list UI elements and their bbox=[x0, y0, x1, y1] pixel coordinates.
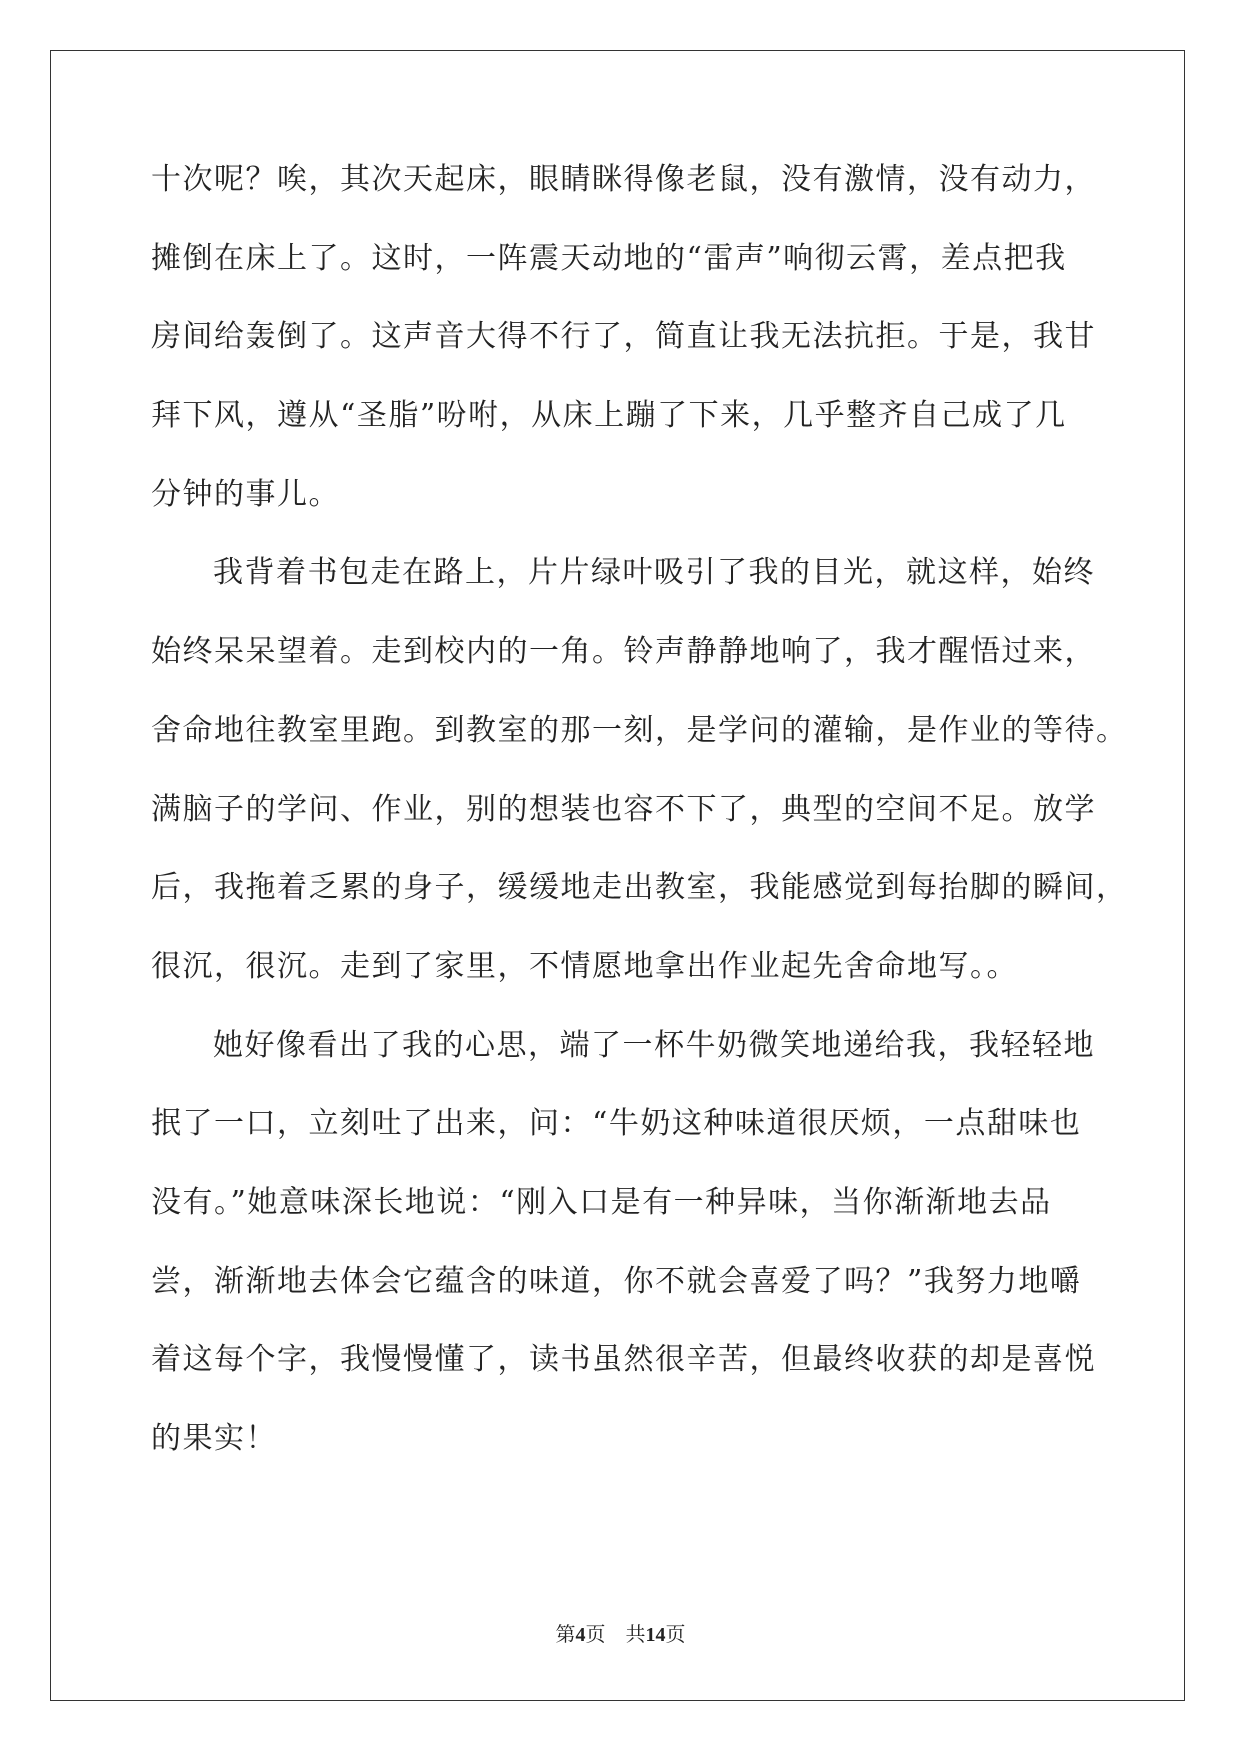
page-number-suffix: 页 bbox=[585, 1624, 606, 1646]
text-line: 没有。”她意味深长地说：“刚入口是有一种异味，当你渐渐地去品 bbox=[151, 1184, 1052, 1220]
text-line: 分钟的事儿。 bbox=[151, 476, 340, 512]
text-line: 的果实！ bbox=[151, 1421, 277, 1456]
text-line: 房间给轰倒了。这声音大得不行了，简直让我无法抗拒。于是，我甘 bbox=[151, 319, 1096, 355]
text-line: 着这每个字，我慢慢懂了，读书虽然很辛苦，但最终收获的却是喜悦 bbox=[151, 1342, 1096, 1378]
page-number: 4 bbox=[575, 1624, 586, 1646]
text-line: 尝，渐渐地去体会它蕴含的味道，你不就会喜爱了吗？”我努力地嚼 bbox=[151, 1263, 1082, 1299]
text-line: 摊倒在床上了。这时，一阵震天动地的“雷声”响彻云霄，差点把我 bbox=[151, 240, 1067, 276]
total-pages-prefix: 共 bbox=[625, 1624, 646, 1646]
paragraph-first-line: 我背着书包走在路上，片片绿叶吸引了我的目光，就这样，始终 bbox=[213, 555, 1095, 591]
document-body bbox=[151, 160, 1128, 1498]
text-line: 抿了一口，立刻吐了出来，问：“牛奶这种味道很厌烦，一点甜味也 bbox=[151, 1106, 1082, 1142]
text-line: 舍命地往教室里跑。到教室的那一刻，是学问的灌输，是作业的等待。 bbox=[151, 712, 1128, 748]
text-line: 满脑子的学问、作业，别的想装也容不下了，典型的空间不足。放学 bbox=[151, 791, 1096, 827]
total-pages: 14 bbox=[645, 1624, 666, 1646]
paragraph-first-line: 她好像看出了我的心思，端了一杯牛奶微笑地递给我，我轻轻地 bbox=[213, 1027, 1095, 1063]
text-line: 拜下风，遵从“圣脂”吩咐，从床上蹦了下来，几乎整齐自己成了几 bbox=[151, 398, 1067, 434]
total-pages-suffix: 页 bbox=[665, 1624, 686, 1646]
page-number-prefix: 第 bbox=[555, 1624, 576, 1646]
text-line: 后，我拖着乏累的身子，缓缓地走出教室，我能感觉到每抬脚的瞬间， bbox=[151, 870, 1128, 906]
text-line: 很沉，很沉。走到了家里，不情愿地拿出作业起先舍命地写。。 bbox=[151, 948, 1018, 984]
text-line: 十次呢？唉，其次天起床，眼睛眯得像老鼠，没有激情，没有动力， bbox=[151, 162, 1096, 197]
page-footer bbox=[0, 1618, 1241, 1647]
text-line: 始终呆呆望着。走到校内的一角。铃声静静地响了，我才醒悟过来， bbox=[151, 634, 1096, 670]
